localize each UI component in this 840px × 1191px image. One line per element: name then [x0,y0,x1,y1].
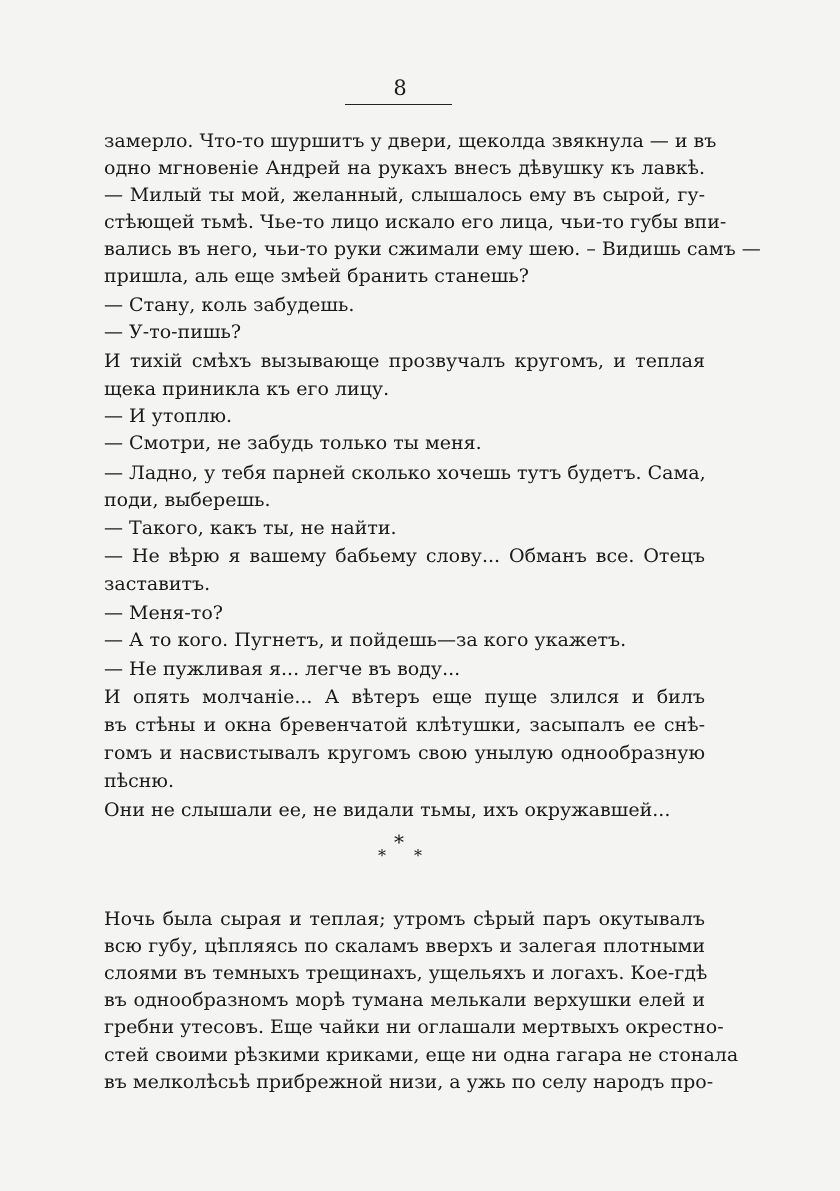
text-line: стей своими рѣзкими криками, еще ни одна гагара не стонала [104,1044,739,1066]
text-line: — У-то-пишь? [104,321,242,343]
text-line: И опять молчаніе... А вѣтеръ еще пуще злился и билъ [104,686,705,708]
section-break-star: * [378,846,386,865]
text-line: — Не пужливая я... легче въ воду... [104,658,461,680]
text-line: всю губу, цѣпляясь по скаламъ вверхъ и залегая плотными [104,935,705,957]
section-break-star: * [394,830,404,854]
text-line: И тихій смѣхъ вызывающе прозвучалъ кругомъ, и теплая [104,350,705,372]
text-line: пришла, аль еще змѣей бранить станешь? [104,265,529,287]
text-line: въ стѣны и окна бревенчатой клѣтушки, засыпалъ ее снѣ- [104,714,705,736]
text-line: стѣющей тьмѣ. Чье-то лицо искало его лица, чьи-то губы впи- [104,211,727,233]
text-line: гребни утесовъ. Еще чайки ни оглашали мертвыхъ окрестно- [104,1016,724,1038]
text-line: — И утоплю. [104,405,233,427]
section-break [370,830,430,865]
page-number-rule [345,104,452,105]
text-line: Они не слышали ее, не видали тьмы, ихъ окружавшей... [104,799,671,821]
text-line: — Стану, коль забудешь. [104,294,355,316]
text-line: — Такого, какъ ты, не найти. [104,517,397,539]
text-line: — Смотри, не забудь только ты меня. [104,432,482,454]
text-line: — Ладно, у тебя парней сколько хочешь тутъ будетъ. Сама, [104,462,706,484]
text-line: щека приникла къ его лицу. [104,378,390,400]
text-line: одно мгновеніе Андрей на рукахъ внесъ дѣвушку къ лавкѣ. [104,157,705,179]
text-line: вались въ него, чьи-то руки сжимали ему шею. – Видишь самъ — [104,238,761,260]
text-line: — Меня-то? [104,602,223,624]
text-line: замерло. Что-то шуршитъ у двери, щеколда звякнула — и въ [104,130,717,152]
text-line: поди, выберешь. [104,489,271,511]
text-line: заставитъ. [104,573,211,595]
text-line: пѣсню. [104,770,175,792]
text-line: въ однообразномъ морѣ тумана мелькали верхушки елей и [104,989,705,1011]
text-line: слоями въ темныхъ трещинахъ, ущельяхъ и логахъ. Кое-гдѣ [104,962,708,984]
text-line: въ мелколѣсьѣ прибрежной низи, а ужь по селу народъ про- [104,1071,714,1093]
text-line: гомъ и насвистывалъ кругомъ свою унылую однообразную [104,742,705,764]
text-line: — Милый ты мой, желанный, слышалось ему въ сырой, гу- [104,184,705,206]
page-number: 8 [393,76,407,100]
text-line: Ночь была сырая и теплая; утромъ сѣрый паръ окутывалъ [104,908,705,930]
text-line: — Не вѣрю я вашему бабьему слову... Обманъ все. Отецъ [104,545,705,567]
section-break-star: * [414,846,422,865]
text-line: — А то кого. Пугнетъ, и пойдешь—за кого укажетъ. [104,629,627,651]
